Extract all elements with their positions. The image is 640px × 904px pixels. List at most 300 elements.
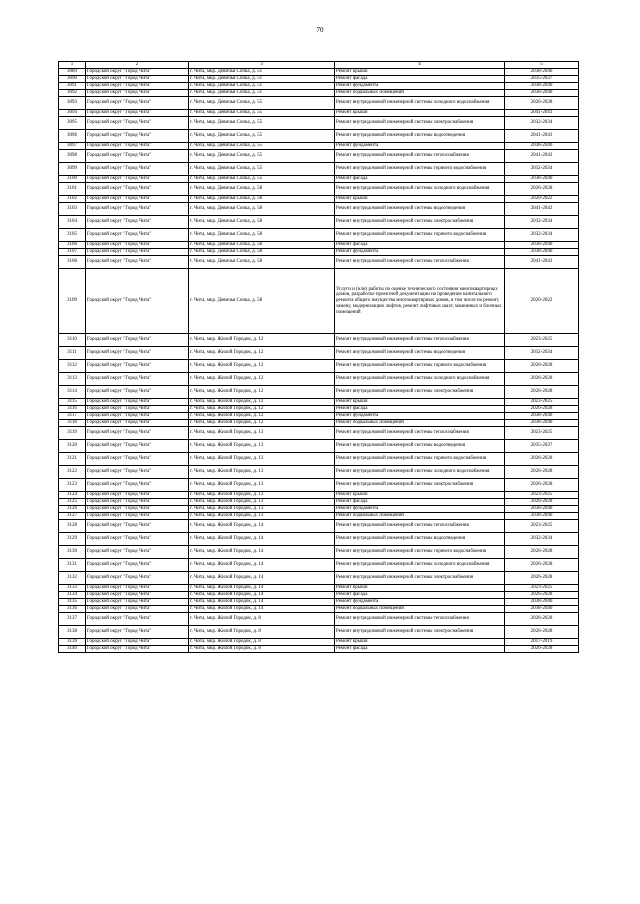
work-type-cell: Ремонт внутридомовой инженерной системы водоотведения — [335, 347, 505, 360]
table-row — [59, 256, 579, 269]
table-row — [59, 97, 579, 110]
period-cell: 2041-2043 — [505, 130, 579, 143]
page-number: 70 — [316, 26, 324, 34]
address-cell: г. Чита, мкр. Девичья Сопка, д. 58 — [189, 242, 335, 249]
table-row — [59, 479, 579, 492]
table-row — [59, 453, 579, 466]
row-number-cell: 3135 — [59, 599, 86, 606]
municipality-cell: Городской округ "Город Чита" — [86, 639, 189, 646]
table-row — [59, 585, 579, 592]
municipality-cell: Городской округ "Город Чита" — [86, 347, 189, 360]
work-type-cell: Ремонт внутридомовой инженерной системы теплоснабжения — [335, 334, 505, 347]
header-cell: 3 — [189, 62, 335, 69]
period-cell: 2038-2040 — [505, 606, 579, 613]
work-type-cell: Ремонт внутридомовой инженерной системы водоотведения — [335, 533, 505, 546]
municipality-cell: Городской округ "Город Чита" — [86, 117, 189, 130]
address-cell: г. Чита, мкр. Жилой Городок, д. 13 — [189, 427, 335, 440]
period-cell: 2032-2034 — [505, 163, 579, 176]
work-type-cell: Ремонт фундамента — [335, 143, 505, 150]
work-type-cell: Ремонт фундамента — [335, 599, 505, 606]
address-cell: г. Чита, мкр. Жилой Городок, д. 12 — [189, 334, 335, 347]
work-type-cell: Ремонт внутридомовой инженерной системы водоотведения — [335, 203, 505, 216]
table-row — [59, 492, 579, 499]
period-cell: 2026-2028 — [505, 546, 579, 559]
municipality-cell: Городской округ "Город Чита" — [86, 150, 189, 163]
row-number-cell: 3136 — [59, 606, 86, 613]
table-row — [59, 520, 579, 533]
address-cell: г. Чита, мкр. Жилой Городок, д. 12 — [189, 406, 335, 413]
municipality-cell: Городской округ "Город Чита" — [86, 97, 189, 110]
table-row — [59, 347, 579, 360]
work-type-cell: Ремонт фундамента — [335, 83, 505, 90]
address-cell: г. Чита, мкр. Девичья Сопка, д. 58 — [189, 256, 335, 269]
address-cell: г. Чита, мкр. Жилой Городок, д. 14 — [189, 520, 335, 533]
period-cell: 2038-2040 — [505, 83, 579, 90]
work-type-cell: Ремонт внутридомовой инженерной системы теплоснабжения — [335, 427, 505, 440]
address-cell: г. Чита, мкр. Жилой Городок, д. 13 — [189, 466, 335, 479]
table-row — [59, 83, 579, 90]
municipality-cell: Городской округ "Город Чита" — [86, 196, 189, 203]
period-cell: 2038-2040 — [505, 599, 579, 606]
table-row — [59, 420, 579, 427]
table-row — [59, 440, 579, 453]
work-type-cell: Ремонт внутридомовой инженерной системы теплоснабжения — [335, 613, 505, 626]
period-cell: 2041-2043 — [505, 110, 579, 117]
period-cell: 2038-2040 — [505, 242, 579, 249]
municipality-cell: Городской округ "Город Чита" — [86, 163, 189, 176]
table-row — [59, 196, 579, 203]
address-cell: г. Чита, мкр. Жилой Городок, д. 12 — [189, 399, 335, 406]
address-cell: г. Чита, мкр. Жилой Городок, д. 14 — [189, 546, 335, 559]
work-type-cell: Ремонт фасада — [335, 242, 505, 249]
work-type-cell: Ремонт внутридомовой инженерной системы электроснабжения — [335, 117, 505, 130]
address-cell: г. Чита, мкр. Жилой Городок, д. 14 — [189, 592, 335, 599]
address-cell: г. Чита, мкр. Девичья Сопка, д. 51 — [189, 83, 335, 90]
table-row — [59, 639, 579, 646]
table-row — [59, 176, 579, 183]
row-number-cell: 3114 — [59, 386, 86, 399]
row-number-cell: 3137 — [59, 613, 86, 626]
table-row — [59, 399, 579, 406]
period-cell: 2026-2028 — [505, 592, 579, 599]
period-cell: 2038-2040 — [505, 176, 579, 183]
period-cell: 2035-2037 — [505, 440, 579, 453]
work-type-cell: Ремонт внутридомовой инженерной системы холодного водоснабжения — [335, 373, 505, 386]
municipality-cell: Городской округ "Город Чита" — [86, 76, 189, 83]
address-cell: г. Чита, мкр. Девичья Сопка, д. 55 — [189, 150, 335, 163]
period-cell: 2023-2025 — [505, 520, 579, 533]
row-number-cell: 3099 — [59, 163, 86, 176]
address-cell: г. Чита, мкр. Жилой Городок, д. 12 — [189, 420, 335, 427]
work-type-cell: Ремонт внутридомовой инженерной системы электроснабжения — [335, 626, 505, 639]
row-number-cell: 3122 — [59, 466, 86, 479]
row-number-cell: 3104 — [59, 216, 86, 229]
row-number-cell: 3127 — [59, 513, 86, 520]
period-cell: 2041-2043 — [505, 150, 579, 163]
header-cell: 4 — [335, 62, 505, 69]
work-type-cell: Ремонт внутридомовой инженерной системы горячего водоснабжения — [335, 229, 505, 242]
period-cell: 2032-2034 — [505, 229, 579, 242]
repair-schedule-table — [58, 61, 579, 653]
row-number-cell: 3102 — [59, 196, 86, 203]
row-number-cell: 3110 — [59, 334, 86, 347]
address-cell: г. Чита, мкр. Жилой Городок, д. 13 — [189, 479, 335, 492]
address-cell: г. Чита, мкр. Девичья Сопка, д. 55 — [189, 130, 335, 143]
address-cell: г. Чита, мкр. Жилой Городок, д. 14 — [189, 533, 335, 546]
address-cell: г. Чита, мкр. Девичья Сопка, д. 55 — [189, 163, 335, 176]
period-cell: 2026-2028 — [505, 97, 579, 110]
work-type-cell: Ремонт крыши — [335, 110, 505, 117]
table-row — [59, 183, 579, 196]
municipality-cell: Городской округ "Город Чита" — [86, 599, 189, 606]
municipality-cell: Городской округ "Город Чита" — [86, 360, 189, 373]
address-cell: г. Чита, мкр. Девичья Сопка, д. 55 — [189, 110, 335, 117]
work-type-cell: Ремонт фундамента — [335, 413, 505, 420]
address-cell: г. Чита, мкр. Жилой Городок, д. 13 — [189, 492, 335, 499]
municipality-cell: Городской округ "Город Чита" — [86, 520, 189, 533]
row-number-cell: 3129 — [59, 533, 86, 546]
period-cell: 2038-2040 — [505, 420, 579, 427]
work-type-cell: Ремонт фасада — [335, 406, 505, 413]
period-cell: 2038-2040 — [505, 249, 579, 256]
period-cell: 2032-2034 — [505, 216, 579, 229]
work-type-cell: Ремонт подвальных помещений — [335, 420, 505, 427]
table-row — [59, 229, 579, 242]
municipality-cell: Городской округ "Город Чита" — [86, 229, 189, 242]
address-cell: г. Чита, мкр. Жилой Городок, д. 8 — [189, 626, 335, 639]
table-row — [59, 163, 579, 176]
work-type-cell: Ремонт внутридомовой инженерной системы водоотведения — [335, 440, 505, 453]
row-number-cell: 3100 — [59, 176, 86, 183]
row-number-cell: 3126 — [59, 506, 86, 513]
municipality-cell: Городской округ "Город Чита" — [86, 176, 189, 183]
table-row — [59, 406, 579, 413]
table-row — [59, 334, 579, 347]
row-number-cell: 3118 — [59, 420, 86, 427]
address-cell: г. Чита, мкр. Девичья Сопка, д. 58 — [189, 196, 335, 203]
period-cell: 2026-2028 — [505, 373, 579, 386]
row-number-cell: 3105 — [59, 229, 86, 242]
address-cell: г. Чита, мкр. Девичья Сопка, д. 55 — [189, 143, 335, 150]
table-row — [59, 546, 579, 559]
row-number-cell: 3131 — [59, 559, 86, 572]
work-type-cell: Ремонт внутридомовой инженерной системы холодного водоснабжения — [335, 466, 505, 479]
row-number-cell: 3106 — [59, 242, 86, 249]
row-number-cell: 3108 — [59, 256, 86, 269]
municipality-cell: Городской округ "Город Чита" — [86, 606, 189, 613]
work-type-cell: Ремонт подвальных помещений — [335, 513, 505, 520]
municipality-cell: Городской округ "Город Чита" — [86, 420, 189, 427]
period-cell: 2026-2028 — [505, 386, 579, 399]
row-number-cell: 3124 — [59, 492, 86, 499]
period-cell: 2032-2034 — [505, 117, 579, 130]
work-type-cell: Ремонт крыши — [335, 492, 505, 499]
municipality-cell: Городской округ "Город Чита" — [86, 499, 189, 506]
address-cell: г. Чита, мкр. Жилой Городок, д. 14 — [189, 606, 335, 613]
municipality-cell: Городской округ "Город Чита" — [86, 427, 189, 440]
row-number-cell: 3113 — [59, 373, 86, 386]
period-cell: 2023-2025 — [505, 427, 579, 440]
municipality-cell: Городской округ "Город Чита" — [86, 613, 189, 626]
table-body — [59, 62, 579, 653]
table-row — [59, 143, 579, 150]
work-type-cell: Ремонт фасада — [335, 646, 505, 653]
address-cell: г. Чита, мкр. Жилой Городок, д. 13 — [189, 440, 335, 453]
period-cell: 2017-2019 — [505, 639, 579, 646]
table-row — [59, 90, 579, 97]
row-number-cell: 3097 — [59, 143, 86, 150]
table-row — [59, 427, 579, 440]
address-cell: г. Чита, мкр. Девичья Сопка, д. 55 — [189, 176, 335, 183]
municipality-cell: Городской округ "Город Чита" — [86, 626, 189, 639]
row-number-cell: 3134 — [59, 592, 86, 599]
period-cell: 2026-2028 — [505, 453, 579, 466]
table-row — [59, 203, 579, 216]
table-row — [59, 513, 579, 520]
work-type-cell: Ремонт внутридомовой инженерной системы холодного водоснабжения — [335, 183, 505, 196]
table-row — [59, 646, 579, 653]
work-type-cell: Ремонт крыши — [335, 196, 505, 203]
municipality-cell: Городской округ "Город Чита" — [86, 183, 189, 196]
municipality-cell: Городской округ "Город Чита" — [86, 592, 189, 599]
table-row — [59, 559, 579, 572]
work-type-cell: Ремонт внутридомовой инженерной системы теплоснабжения — [335, 520, 505, 533]
municipality-cell: Городской округ "Город Чита" — [86, 646, 189, 653]
address-cell: г. Чита, мкр. Жилой Городок, д. 14 — [189, 572, 335, 585]
table-row — [59, 606, 579, 613]
work-type-cell: Ремонт внутридомовой инженерной системы горячего водоснабжения — [335, 360, 505, 373]
table-row — [59, 592, 579, 599]
period-cell: 2023-2025 — [505, 399, 579, 406]
table-row — [59, 117, 579, 130]
address-cell: г. Чита, мкр. Жилой Городок, д. 13 — [189, 453, 335, 466]
period-cell: 2038-2040 — [505, 506, 579, 513]
period-cell: 2026-2028 — [505, 183, 579, 196]
period-cell: 2026-2028 — [505, 559, 579, 572]
row-number-cell: 3107 — [59, 249, 86, 256]
table-row — [59, 373, 579, 386]
address-cell: г. Чита, мкр. Жилой Городок, д. 13 — [189, 506, 335, 513]
period-cell: 2026-2028 — [505, 613, 579, 626]
municipality-cell: Городской округ "Город Чита" — [86, 492, 189, 499]
period-cell: 2026-2028 — [505, 479, 579, 492]
work-type-cell: Ремонт внутридомовой инженерной системы холодного водоснабжения — [335, 559, 505, 572]
table-row — [59, 572, 579, 585]
table-row — [59, 626, 579, 639]
work-type-cell: Ремонт внутридомовой инженерной системы горячего водоснабжения — [335, 453, 505, 466]
work-type-cell: Ремонт фундамента — [335, 506, 505, 513]
period-cell: 2026-2028 — [505, 360, 579, 373]
table-row — [59, 69, 579, 76]
row-number-cell: 3140 — [59, 646, 86, 653]
address-cell: г. Чита, мкр. Жилой Городок, д. 12 — [189, 413, 335, 420]
period-cell: 2038-2040 — [505, 513, 579, 520]
address-cell: г. Чита, мкр. Жилой Городок, д. 8 — [189, 639, 335, 646]
table-row — [59, 130, 579, 143]
address-cell: г. Чита, мкр. Жилой Городок, д. 13 — [189, 499, 335, 506]
work-type-cell: Ремонт фасада — [335, 592, 505, 599]
period-cell: 2032-2034 — [505, 347, 579, 360]
address-cell: г. Чита, мкр. Девичья Сопка, д. 58 — [189, 269, 335, 334]
address-cell: г. Чита, мкр. Девичья Сопка, д. 58 — [189, 216, 335, 229]
address-cell: г. Чита, мкр. Девичья Сопка, д. 55 — [189, 117, 335, 130]
work-type-cell: Ремонт крыши — [335, 585, 505, 592]
municipality-cell: Городской округ "Город Чита" — [86, 559, 189, 572]
period-cell: 2041-2043 — [505, 203, 579, 216]
work-type-cell: Ремонт внутридомовой инженерной системы электроснабжения — [335, 386, 505, 399]
period-cell: 2026-2028 — [505, 406, 579, 413]
address-cell: г. Чита, мкр. Жилой Городок, д. 8 — [189, 613, 335, 626]
header-cell: 2 — [86, 62, 189, 69]
municipality-cell: Городской округ "Город Чита" — [86, 216, 189, 229]
row-number-cell: 3101 — [59, 183, 86, 196]
row-number-cell: 3132 — [59, 572, 86, 585]
row-number-cell: 3109 — [59, 269, 86, 334]
municipality-cell: Городской округ "Город Чита" — [86, 249, 189, 256]
work-type-cell: Ремонт внутридомовой инженерной системы теплоснабжения — [335, 256, 505, 269]
period-cell: 2038-2040 — [505, 413, 579, 420]
period-cell: 2038-2040 — [505, 90, 579, 97]
work-type-cell: Ремонт фасада — [335, 499, 505, 506]
period-cell: 2020-2022 — [505, 269, 579, 334]
municipality-cell: Городской округ "Город Чита" — [86, 69, 189, 76]
header-cell: 1 — [59, 62, 86, 69]
work-type-cell: Ремонт крыши — [335, 639, 505, 646]
municipality-cell: Городской округ "Город Чита" — [86, 533, 189, 546]
period-cell: 2026-2028 — [505, 466, 579, 479]
table-row — [59, 499, 579, 506]
address-cell: г. Чита, мкр. Жилой Городок, д. 12 — [189, 347, 335, 360]
table-header-row — [59, 62, 579, 69]
work-type-cell: Ремонт фасада — [335, 76, 505, 83]
municipality-cell: Городской округ "Город Чита" — [86, 453, 189, 466]
work-type-cell: Ремонт внутридомовой инженерной системы электроснабжения — [335, 572, 505, 585]
work-type-cell: Ремонт фундамента — [335, 249, 505, 256]
row-number-cell: 3120 — [59, 440, 86, 453]
municipality-cell: Городской округ "Город Чита" — [86, 83, 189, 90]
municipality-cell: Городской округ "Город Чита" — [86, 479, 189, 492]
work-type-cell: Услуги и (или) работы по оценке технического состояния многоквартирных домов, разработке проектной документации на проведение капитального ремонта общего имущества многоквартирных домов, в том числе на ремонт, замену, модернизацию лифтов, ремонт лифтовых шахт, машинных и блочных помещений — [335, 269, 505, 334]
work-type-cell: Ремонт подвальных помещений — [335, 90, 505, 97]
row-number-cell: 3138 — [59, 626, 86, 639]
address-cell: г. Чита, мкр. Жилой Городок, д. 8 — [189, 646, 335, 653]
municipality-cell: Городской округ "Город Чита" — [86, 399, 189, 406]
work-type-cell: Ремонт внутридомовой инженерной системы горячего водоснабжения — [335, 163, 505, 176]
municipality-cell: Городской округ "Город Чита" — [86, 440, 189, 453]
period-cell: 2038-2040 — [505, 143, 579, 150]
work-type-cell: Ремонт крыши — [335, 399, 505, 406]
table-row — [59, 599, 579, 606]
row-number-cell: 3121 — [59, 453, 86, 466]
address-cell: г. Чита, мкр. Жилой Городок, д. 12 — [189, 386, 335, 399]
municipality-cell: Городской округ "Город Чита" — [86, 130, 189, 143]
address-cell: г. Чита, мкр. Девичья Сопка, д. 58 — [189, 249, 335, 256]
address-cell: г. Чита, мкр. Девичья Сопка, д. 58 — [189, 183, 335, 196]
municipality-cell: Городской округ "Город Чита" — [86, 90, 189, 97]
row-number-cell: 3117 — [59, 413, 86, 420]
municipality-cell: Городской округ "Город Чита" — [86, 506, 189, 513]
address-cell: г. Чита, мкр. Девичья Сопка, д. 55 — [189, 97, 335, 110]
row-number-cell: 3096 — [59, 130, 86, 143]
row-number-cell: 3093 — [59, 97, 86, 110]
work-type-cell: Ремонт фасада — [335, 176, 505, 183]
table-row — [59, 386, 579, 399]
period-cell: 2035-2037 — [505, 76, 579, 83]
municipality-cell: Городской округ "Город Чита" — [86, 413, 189, 420]
municipality-cell: Городской округ "Город Чита" — [86, 546, 189, 559]
period-cell: 2032-2034 — [505, 533, 579, 546]
municipality-cell: Городской округ "Город Чита" — [86, 256, 189, 269]
municipality-cell: Городской округ "Город Чита" — [86, 373, 189, 386]
table-row — [59, 150, 579, 163]
row-number-cell: 3123 — [59, 479, 86, 492]
address-cell: г. Чита, мкр. Жилой Городок, д. 14 — [189, 559, 335, 572]
row-number-cell: 3090 — [59, 76, 86, 83]
municipality-cell: Городской округ "Город Чита" — [86, 572, 189, 585]
table-row — [59, 269, 579, 334]
municipality-cell: Городской округ "Город Чита" — [86, 203, 189, 216]
period-cell: 2026-2028 — [505, 499, 579, 506]
address-cell: г. Чита, мкр. Жилой Городок, д. 12 — [189, 360, 335, 373]
row-number-cell: 3116 — [59, 406, 86, 413]
row-number-cell: 3091 — [59, 83, 86, 90]
address-cell: г. Чита, мкр. Девичья Сопка, д. 58 — [189, 229, 335, 242]
row-number-cell: 3111 — [59, 347, 86, 360]
period-cell: 2041-2043 — [505, 256, 579, 269]
table-row — [59, 76, 579, 83]
work-type-cell: Ремонт внутридомовой инженерной системы электроснабжения — [335, 479, 505, 492]
period-cell: 2023-2025 — [505, 585, 579, 592]
period-cell: 2023-2025 — [505, 334, 579, 347]
municipality-cell: Городской округ "Город Чита" — [86, 466, 189, 479]
municipality-cell: Городской округ "Город Чита" — [86, 269, 189, 334]
table-row — [59, 533, 579, 546]
work-type-cell: Ремонт внутридомовой инженерной системы теплоснабжения — [335, 150, 505, 163]
row-number-cell: 3139 — [59, 639, 86, 646]
address-cell: г. Чита, мкр. Жилой Городок, д. 14 — [189, 585, 335, 592]
period-cell: 2026-2028 — [505, 626, 579, 639]
row-number-cell: 3092 — [59, 90, 86, 97]
period-cell: 2026-2028 — [505, 646, 579, 653]
work-type-cell: Ремонт подвальных помещений — [335, 606, 505, 613]
table-row — [59, 216, 579, 229]
table-row — [59, 110, 579, 117]
row-number-cell: 3133 — [59, 585, 86, 592]
period-cell: 2023-2025 — [505, 492, 579, 499]
row-number-cell: 3095 — [59, 117, 86, 130]
municipality-cell: Городской округ "Город Чита" — [86, 110, 189, 117]
municipality-cell: Городской округ "Город Чита" — [86, 386, 189, 399]
row-number-cell: 3128 — [59, 520, 86, 533]
table-row — [59, 242, 579, 249]
address-cell: г. Чита, мкр. Девичья Сопка, д. 51 — [189, 76, 335, 83]
table-row — [59, 613, 579, 626]
address-cell: г. Чита, мкр. Жилой Городок, д. 14 — [189, 599, 335, 606]
header-cell: 5 — [505, 62, 579, 69]
period-cell: 2038-2040 — [505, 69, 579, 76]
row-number-cell: 3119 — [59, 427, 86, 440]
table-row — [59, 249, 579, 256]
work-type-cell: Ремонт внутридомовой инженерной системы горячего водоснабжения — [335, 546, 505, 559]
row-number-cell: 3103 — [59, 203, 86, 216]
period-cell: 2020-2022 — [505, 196, 579, 203]
work-type-cell: Ремонт внутридомовой инженерной системы холодного водоснабжения — [335, 97, 505, 110]
work-type-cell: Ремонт внутридомовой инженерной системы электроснабжения — [335, 216, 505, 229]
address-cell: г. Чита, мкр. Жилой Городок, д. 13 — [189, 513, 335, 520]
table-row — [59, 360, 579, 373]
municipality-cell: Городской округ "Город Чита" — [86, 585, 189, 592]
table-row — [59, 506, 579, 513]
